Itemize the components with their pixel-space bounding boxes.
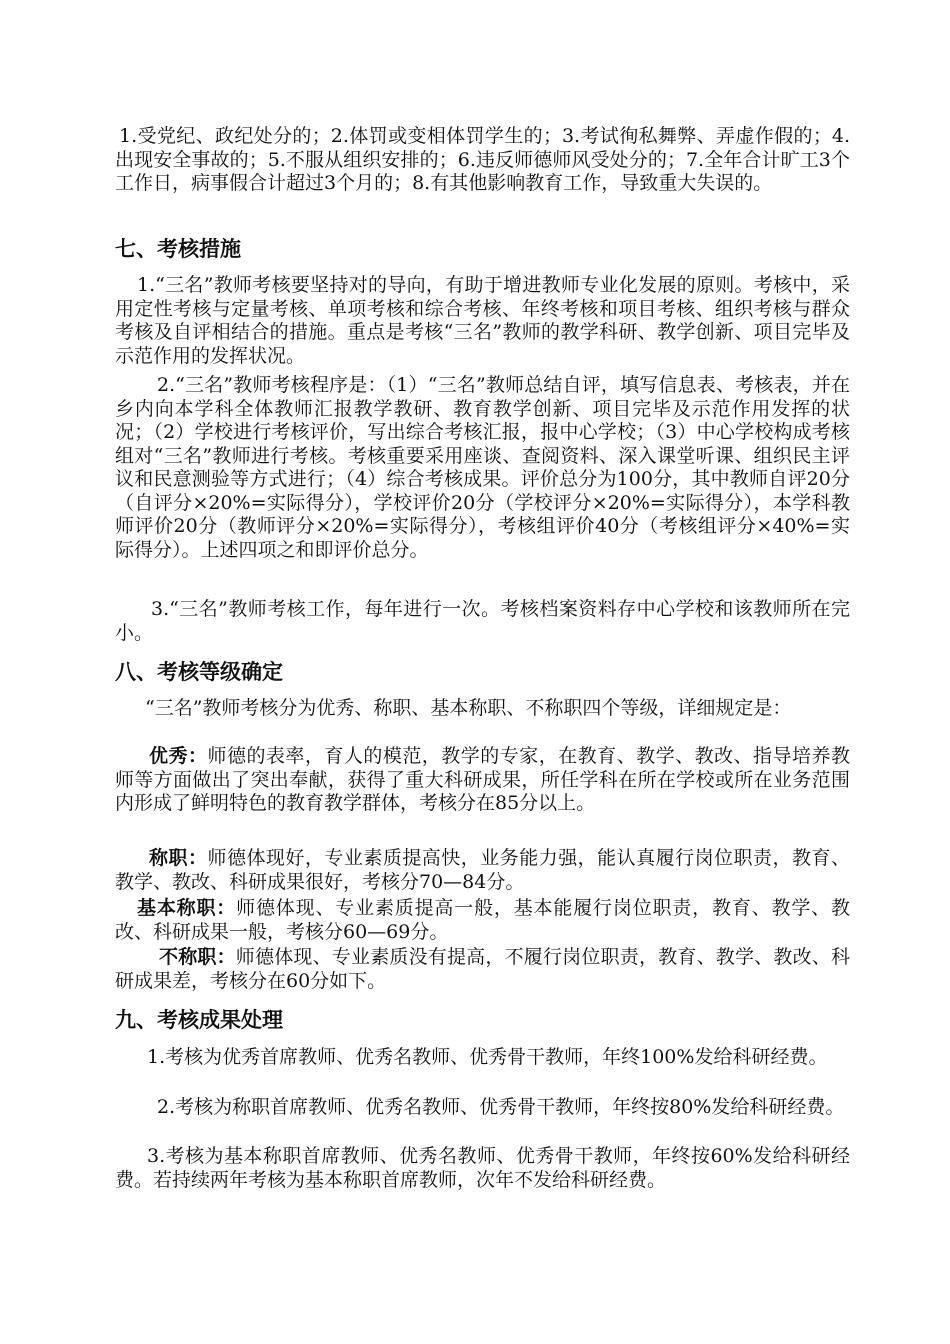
level-label: 优秀： — [149, 745, 208, 767]
level-label: 称职： — [149, 847, 208, 869]
section-9-paragraph-1: 1.考核为优秀首席教师、优秀名教师、优秀骨干教师，年终100%发给科研经费。 — [147, 1046, 828, 1068]
section-7-block — [115, 236, 850, 262]
section-7-paragraph-3-block — [115, 598, 850, 645]
level-competent-block — [115, 847, 850, 894]
intro-paragraph: 1.受党纪、政纪处分的；2.体罚或变相体罚学生的；3.考试徇私舞弊、弄虚作假的；4.出现安全事故的；5.不服从组织安排的；6.违反师德师风受处分的；7.全年合计旷工3个工作日，病事假合计超过3个月的；8.有其他影响教育工作，导致重大失误的。 — [115, 125, 850, 194]
level-basic-block — [115, 897, 850, 944]
section-7-paragraph-1: 1.“三名”教师考核要坚持对的导向，有助于增进教师专业化发展的原则。考核中，采用定性考核与定量考核、单项考核和综合考核、年终考核和项目考核、组织考核与群众考核及自评相结合的措施。重点是考核“三名”教师的教学科研、教学创新、项目完毕及示范作用的发挥状况。 — [115, 274, 850, 367]
level-description: 师德体现、专业素质没有提高，不履行岗位职责，教育、教学、教改、科研成果差，考核分在60分如下。 — [115, 946, 850, 992]
section-9-paragraph-2-block — [115, 1096, 850, 1120]
level-excellent-block — [115, 745, 850, 816]
section-8-heading: 八、考核等级确定 — [115, 660, 283, 684]
level-excellent — [115, 745, 850, 816]
section-7-paragraph-1-block — [115, 274, 850, 368]
section-9-paragraph-1-block — [115, 1046, 850, 1070]
section-9-paragraph-3: 3.考核为基本称职首席教师、优秀名教师、优秀骨干教师，年终按60%发给科研经费。若持续两年考核为基本称职首席教师，次年不发给科研经费。 — [115, 1145, 850, 1191]
level-description: 师德体现好，专业素质提高快，业务能力强，能认真履行岗位职责，教育、教学、教改、科研成果很好，考核分70—84分。 — [115, 847, 850, 893]
level-incompetent-block — [115, 946, 850, 993]
section-9-block — [115, 1007, 850, 1033]
level-description: 师德体现、专业素质提高一般，基本能履行岗位职责，教育、教学、教改、科研成果一般，考核分60—69分。 — [115, 897, 850, 943]
section-7-heading: 七、考核措施 — [115, 237, 241, 261]
level-competent — [115, 847, 850, 894]
level-label: 基本称职： — [137, 897, 237, 919]
section-7-paragraph-2-block — [115, 374, 850, 562]
level-basic — [115, 897, 850, 944]
section-8-intro: “三名”教师考核分为优秀、称职、基本称职、不称职四个等级，详细规定是： — [145, 697, 792, 719]
section-8-block — [115, 659, 850, 685]
level-description: 师德的表率，育人的模范，教学的专家，在教育、教学、教改、指导培养教师等方面做出了突出奉献，获得了重大科研成果，所任学科在所在学校或所在业务范围内形成了鲜明特色的教育教学群体，考核分在85分以上。 — [115, 745, 850, 814]
section-9-paragraph-3-block — [115, 1145, 850, 1192]
section-9-paragraph-2: 2.考核为称职首席教师、优秀名教师、优秀骨干教师，年终按80%发给科研经费。 — [157, 1096, 845, 1118]
level-label: 不称职： — [159, 946, 236, 968]
section-9-heading: 九、考核成果处理 — [115, 1008, 283, 1032]
section-8-intro-block — [115, 697, 850, 721]
section-7-paragraph-2: 2.“三名”教师考核程序是：（1）“三名”教师总结自评，填写信息表、考核表，并在乡内向本学科全体教师汇报教学教研、教育教学创新、项目完毕及示范作用发挥的状况；（2）学校进行考核评价，写出综合考核汇报，报中心学校；（3）中心学校构成考核组对“三名”教师进行考核。考核重要采用座谈、查阅资料、深入课堂听课、组织民主评议和民意测验等方式进行；（4）综合考核成果。评价总分为100分，其中教师自评20分（自评分×20%=实际得分），学校评价20分（学校评分×20%=实际得分），本学科教师评价20分（教师评分×20%=实际得分），考核组评价40分（考核组评分×40%=实际得分）。上述四项之和即评价总分。 — [115, 374, 850, 561]
section-7-paragraph-3: 3.“三名”教师考核工作，每年进行一次。考核档案资料存中心学校和该教师所在完小。 — [115, 598, 850, 644]
intro-block — [115, 125, 850, 196]
level-incompetent — [115, 946, 850, 993]
